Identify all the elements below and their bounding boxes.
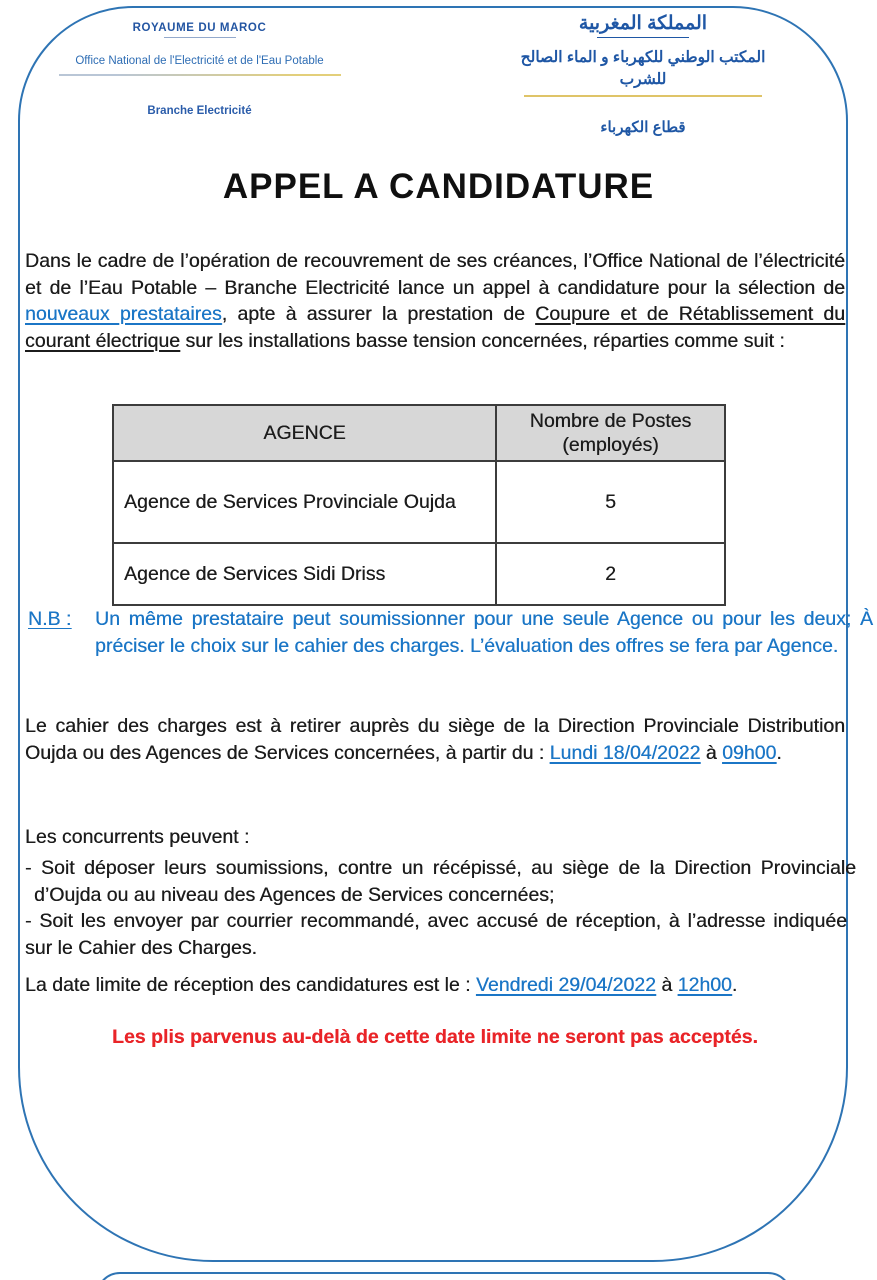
postes-table — [112, 404, 726, 606]
cahier-end: . — [776, 741, 782, 764]
nb-text: Un même prestataire peut soumissionner pour une seule Agence ou pour les deux; À préciser le choix sur le cahier des charges. L’évaluation des offres se fera par Agence. — [95, 608, 873, 657]
kingdom-underline-ar — [597, 37, 689, 38]
underlined-coupure-retablissement: Coupure et de Rétablissement du courant électrique — [25, 303, 845, 352]
kingdom-label-ar: المملكة المغربية — [578, 13, 708, 34]
nb-note — [28, 606, 873, 660]
column-header-postes — [496, 405, 725, 461]
deadline-end: . — [731, 974, 738, 996]
postes-cell: 5 — [496, 461, 725, 543]
next-page-border-frame — [96, 1272, 792, 1280]
concurrents-intro: Les concurrents peuvent : — [25, 826, 250, 848]
column-header-agence: AGENCE — [113, 405, 496, 461]
intro-text-2: , apte à assurer la prestation de — [221, 303, 536, 325]
header-left — [52, 22, 347, 117]
bullet-courrier: - Soit les envoyer par courrier recommandé, avec accusé de réception, à l’adresse indiquée sur le Cahier des Charges. — [25, 910, 847, 959]
table-header-row — [113, 405, 725, 461]
kingdom-label-fr: ROYAUME DU MAROC — [132, 22, 267, 34]
table-row — [113, 461, 725, 543]
deadline-text: La date limite de réception des candidatures est le : — [25, 974, 476, 996]
office-label-ar: المكتب الوطني للكهرباء و الماء الصالح للشرب — [520, 49, 766, 88]
kingdom-underline-fr — [164, 37, 236, 38]
postes-table-wrapper — [112, 404, 726, 606]
office-label-fr: Office National de l'Electricité et de l'Eau Potable — [75, 55, 324, 67]
office-underline-fr — [59, 74, 341, 76]
intro-paragraph — [25, 248, 845, 354]
branch-label-fr: Branche Electricité — [147, 105, 252, 117]
bullet-depot: - Soit déposer leurs soumissions, contre un récépissé, au siège de la Direction Provinciale d’Oujda ou au niveau des Agences de Services concernées; — [25, 857, 856, 906]
warning-text: Les plis parvenus au-delà de cette date limite ne seront pas acceptés. — [112, 1026, 758, 1048]
header-right — [518, 12, 768, 136]
column-header-postes-text: Nombre de Postes (employés) — [529, 410, 692, 456]
branch-label-ar: قطاع الكهرباء — [600, 119, 686, 136]
postes-cell: 2 — [496, 543, 725, 605]
link-heure-limite[interactable]: 12h00 — [677, 974, 732, 996]
cahier-paragraph — [25, 713, 845, 766]
table-row — [113, 543, 725, 605]
page-title: APPEL A CANDIDATURE — [222, 167, 655, 206]
link-heure-retrait[interactable]: 09h00 — [722, 741, 777, 764]
agence-cell: Agence de Services Sidi Driss — [113, 543, 496, 605]
deadline-joiner: à — [655, 974, 678, 996]
deadline-paragraph — [25, 972, 849, 999]
link-date-limite[interactable]: Vendredi 29/04/2022 — [475, 974, 656, 996]
cahier-text: Le cahier des charges est à retirer auprès du siège de la Direction Provinciale Distribution Oujda ou des Agences de Services concernées, à partir du : — [25, 715, 845, 764]
link-date-retrait[interactable]: Lundi 18/04/2022 — [549, 741, 701, 764]
intro-text-1: Dans le cadre de l’opération de recouvrement de ses créances, l’Office National de l’électricité et de l’Eau Potable – Branche Electricité lance un appel à candidature pour la sélection de — [25, 250, 845, 299]
office-underline-ar — [524, 95, 762, 97]
agence-cell: Agence de Services Provinciale Oujda — [113, 461, 496, 543]
nb-label: N.B : — [28, 608, 72, 630]
link-nouveaux-prestataires[interactable]: nouveaux prestataires — [25, 303, 222, 325]
cahier-joiner: à — [700, 741, 723, 764]
intro-text-3: sur les installations basse tension concernées, réparties comme suit : — [180, 329, 785, 352]
